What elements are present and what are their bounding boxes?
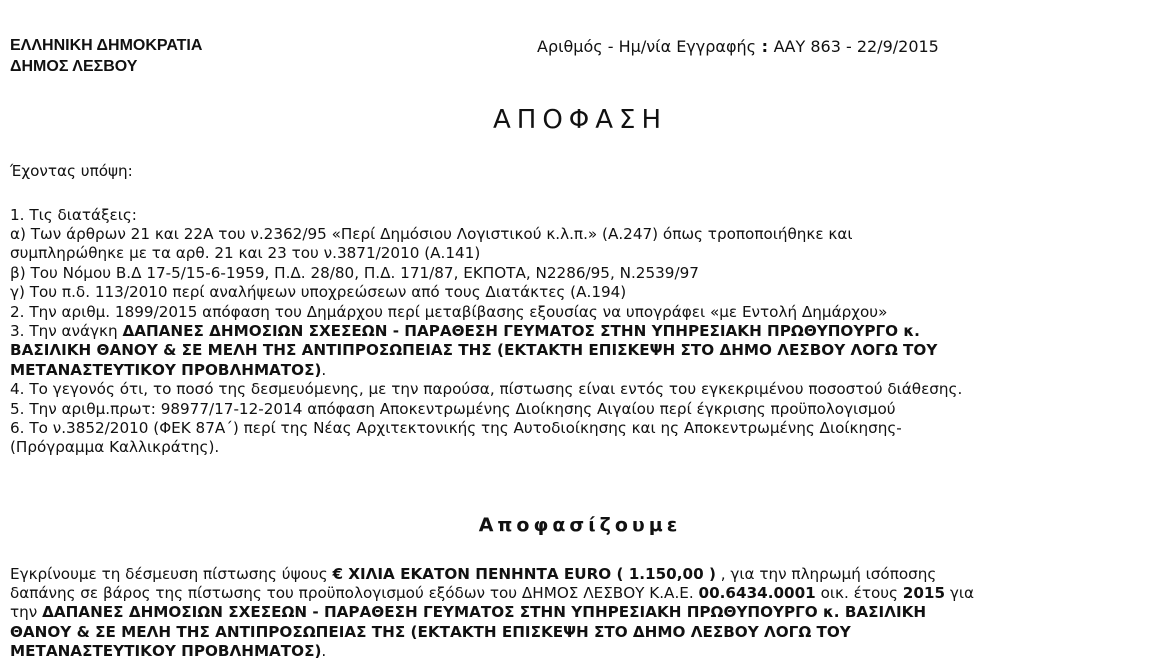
consideration-1c: γ) Του π.δ. 113/2010 περί αναλήψεων υποχρεώσεων από τους Διατάκτες (Α.194) [10,283,627,301]
registration-colon: : [756,37,774,56]
consideration-3-bold-line3: ΜΕΤΑΝΑΣΤΕΥΤΙΚΟΥ ΠΡΟΒΛΗΜΑΤΟΣ) [10,361,322,379]
decision-line1-prefix: Εγκρίνουμε τη δέσμευση πίστωσης ύψους [10,565,333,583]
document-title: ΑΠΟΦΑΣΗ [492,105,668,135]
consideration-1b: β) Του Νόμου Β.Δ 17-5/15-6-1959, Π.Δ. 28/80, Π.Δ. 171/87, ΕΚΠΟΤΑ, Ν2286/95, Ν.2539/97 [10,264,699,282]
decision-line5-bold: ΜΕΤΑΝΑΣΤΕΥΤΙΚΟΥ ΠΡΟΒΛΗΜΑΤΟΣ) [10,642,322,660]
municipality-name: ΔΗΜΟΣ ΛΕΣΒΟΥ [10,58,138,75]
decision-line2-suffix: για [945,584,975,602]
decision-line5-suffix: . [321,642,327,660]
decision-line5 [10,642,326,661]
org-name: ΕΛΛΗΝΙΚΗ ΔΗΜΟΚΡΑΤΙΑ [10,37,203,54]
consideration-3-bold-line2: ΒΑΣΙΛΙΚΗ ΘΑΝΟΥ & ΣΕ ΜΕΛΗ ΤΗΣ ΑΝΤΙΠΡΟΣΩΠΕΙΑΣ ΤΗΣ (ΕΚΤΑΚΤΗ ΕΠΙΣΚΕΨΗ ΣΤΟ ΔΗΜΟ ΛΕΣΒΟΥ ΛΟΓΩ ΤΟΥ [10,341,938,359]
decision-line2 [10,584,974,603]
consideration-3-prefix: 3. Την ανάγκη [10,322,123,340]
decision-line2-mid: οικ. έτους [815,584,903,602]
decision-line1-suffix: , για την πληρωμή ισόποσης [715,565,937,583]
consideration-3-line1 [10,322,920,341]
consideration-3-line3 [10,361,326,380]
decision-line3-prefix: την [10,603,43,621]
consideration-2: 2. Την αριθμ. 1899/2015 απόφαση του Δημάρχου περί μεταβίβασης εξουσίας να υπογράφει «με Εντολή Δημάρχου» [10,303,888,321]
registration-info [537,37,939,56]
decision-heading: Αποφασίζουμε [478,514,682,536]
consideration-3-suffix: . [321,361,327,379]
consideration-5: 5. Την αριθμ.πρωτ: 98977/17-12-2014 απόφαση Αποκεντρωμένης Διοίκησης Αιγαίου περί έγκρισης προϋπολογισμού [10,400,896,418]
consideration-1a-line1: α) Των άρθρων 21 και 22Α του ν.2362/95 «Περί Δημόσιου Λογιστικού κ.λ.π.» (Α.247) όπως τροποποιήθηκε και [10,225,853,243]
consideration-1-lead: 1. Τις διατάξεις: [10,206,137,224]
intro-text: Έχοντας υπόψη: [10,162,133,180]
consideration-6-line1: 6. Το ν.3852/2010 (ΦΕΚ 87Α΄) περί της Νέας Αρχιτεκτονικής της Αυτοδιοίκησης και ης Αποκεντρωμένης Διοίκησης- [10,419,902,437]
registration-value: ΑΑΥ 863 - 22/9/2015 [773,37,939,56]
decision-amount: € ΧΙΛΙΑ ΕΚΑΤΟΝ ΠΕΝΗΝΤΑ EURO ( 1.150,00 ) [332,565,716,583]
consideration-1a-line2: συμπληρώθηκε με τα αρθ. 21 και 23 του ν.3871/2010 (Α.141) [10,244,481,262]
consideration-4: 4. Το γεγονός ότι, το ποσό της δεσμευόμενης, με την παρούσα, πίστωσης είναι εντός του εγκεκριμένου ποσοστού διάθεσης. [10,380,963,398]
registration-label: Αριθμός - Ημ/νία Εγγραφής [537,37,757,56]
decision-kae-code: 00.6434.0001 [698,584,816,602]
decision-line3 [10,603,926,622]
consideration-6-line2: (Πρόγραμμα Καλλικράτης). [10,438,220,456]
decision-line4: ΘΑΝΟΥ & ΣΕ ΜΕΛΗ ΤΗΣ ΑΝΤΙΠΡΟΣΩΠΕΙΑΣ ΤΗΣ (ΕΚΤΑΚΤΗ ΕΠΙΣΚΕΨΗ ΣΤΟ ΔΗΜΟ ΛΕΣΒΟΥ ΛΟΓΩ ΤΟΥ [10,623,851,641]
decision-line2-prefix: δαπάνης σε βάρος της πίστωσης του προϋπολογισμού εξόδων του ΔΗΜΟΣ ΛΕΣΒΟΥ Κ.Α.Ε. [10,584,699,602]
decision-line3-bold: ΔΑΠΑΝΕΣ ΔΗΜΟΣΙΩΝ ΣΧΕΣΕΩΝ - ΠΑΡΑΘΕΣΗ ΓΕΥΜΑΤΟΣ ΣΤΗΝ ΥΠΗΡΕΣΙΑΚΗ ΠΡΩΘΥΠΟΥΡΓΟ κ. ΒΑΣΙΛΙΚΗ [42,603,927,621]
decision-year: 2015 [902,584,946,602]
consideration-3-bold-line1: ΔΑΠΑΝΕΣ ΔΗΜΟΣΙΩΝ ΣΧΕΣΕΩΝ - ΠΑΡΑΘΕΣΗ ΓΕΥΜΑΤΟΣ ΣΤΗΝ ΥΠΗΡΕΣΙΑΚΗ ΠΡΩΘΥΠΟΥΡΓΟ κ. [122,322,920,340]
decision-line1 [10,565,936,584]
